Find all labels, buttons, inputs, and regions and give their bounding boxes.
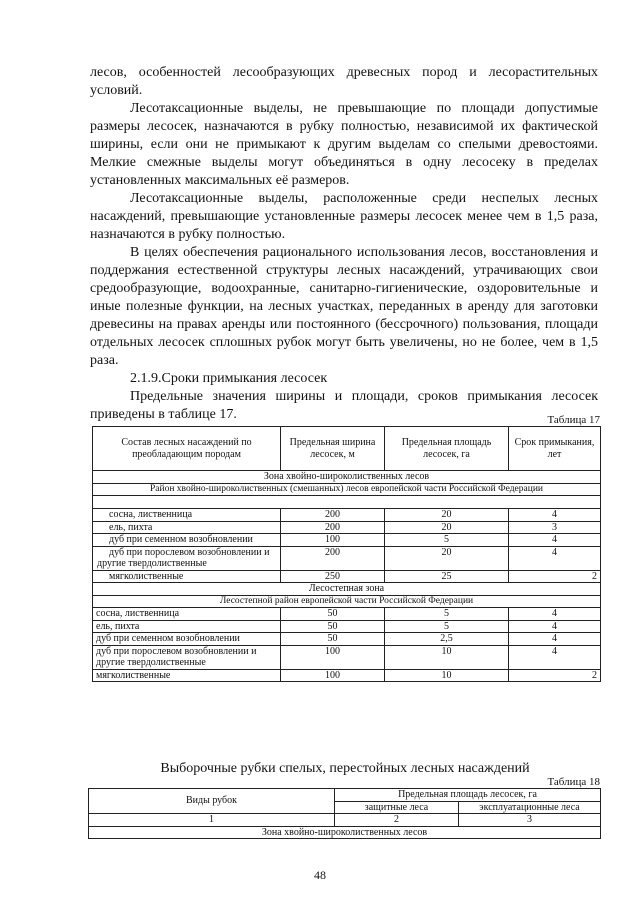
section-heading: 2.1.9.Сроки примыкания лесосек	[130, 371, 328, 386]
table-17-caption: Таблица 17	[547, 414, 600, 426]
table-row	[93, 496, 601, 509]
row-name: дуб при порослевом возобновлении и другие твердолиственные	[93, 546, 281, 570]
row-width: 100	[281, 669, 385, 682]
header-width: Предельная ширина лесосек, м	[281, 427, 385, 471]
row-name: дуб при семенном возобновлении	[93, 633, 281, 646]
row-name: ель, пихта	[93, 620, 281, 633]
paragraph-1: лесов, особенностей лесообразующих древесных пород и лесорастительных условий.	[90, 65, 598, 98]
row-width: 250	[281, 570, 385, 583]
row-term: 3	[509, 521, 601, 534]
row-term: 2	[509, 669, 601, 682]
zone-row: Зона хвойно-широколиственных лесов	[93, 471, 601, 484]
body-text	[90, 64, 598, 424]
row-area: 20	[385, 546, 509, 570]
table-row	[93, 669, 601, 682]
table-row	[93, 645, 601, 669]
table-17	[92, 426, 601, 682]
col-number-3: 3	[459, 814, 601, 827]
row-term: 4	[509, 633, 601, 646]
zone-row: Лесостепная зона	[93, 583, 601, 596]
row-name: дуб при семенном возобновлении	[93, 534, 281, 547]
row-width: 200	[281, 521, 385, 534]
row-name: мягколиственные	[93, 669, 281, 682]
row-name: мягколиственные	[93, 570, 281, 583]
table-row	[93, 546, 601, 570]
col-number-1: 1	[89, 814, 335, 827]
table-row	[93, 570, 601, 583]
paragraph-2: Лесотаксационные выделы, не превышающие по площади допустимые размеры лесосек, назначаются в рубку полностью, независимой их фактической ширины, если они не примыкают к другим выделам со спелыми древостоями. Мелкие смежные выделы могут объединяться в одну лесосеку в пределах установленных максимальных её размеров.	[90, 101, 598, 188]
row-area: 5	[385, 608, 509, 621]
page-number: 48	[314, 868, 326, 882]
table-17-block	[92, 414, 600, 682]
table-18	[88, 788, 601, 839]
table-18-title: Выборочные рубки спелых, перестойных лесных насаждений	[160, 761, 530, 776]
row-term: 4	[509, 509, 601, 522]
row-name: сосна, лиственница	[93, 608, 281, 621]
row-term: 2	[509, 570, 601, 583]
row-width: 50	[281, 620, 385, 633]
row-name: сосна, лиственница	[93, 509, 281, 522]
row-area: 20	[385, 509, 509, 522]
paragraph-5: Предельные значения ширины и площади, сроков примыкания лесосек приведены в таблице 17.	[90, 389, 598, 422]
table-18-block	[88, 776, 600, 839]
table-row	[93, 534, 601, 547]
header-cut-types: Виды рубок	[89, 789, 335, 814]
col-number-2: 2	[335, 814, 459, 827]
table-18-caption: Таблица 18	[547, 776, 600, 788]
table-header-row	[93, 427, 601, 471]
row-area: 5	[385, 620, 509, 633]
row-width: 200	[281, 509, 385, 522]
table-row	[93, 633, 601, 646]
row-area: 25	[385, 570, 509, 583]
zone-row: Зона хвойно-широколиственных лесов	[89, 826, 601, 839]
header-composition: Состав лесных насаждений по преобладающим породам	[93, 427, 281, 471]
region-row: Лесостепной район европейской части Российской Федерации	[93, 595, 601, 608]
table-row	[93, 620, 601, 633]
row-name: дуб при порослевом возобновлении и другие твердолиственные	[93, 645, 281, 669]
paragraph-4: В целях обеспечения рационального использования лесов, восстановления и поддержания естественной структуры лесных насаждений, утрачивающих свои средообразующие, водоохранные, санитарно-гигиенические, оздоровительные и иные полезные функции, на лесных участках, переданных в аренду для заготовки древесины на правах аренды или постоянного (бессрочного) пользования, площади отдельных лесосек сплошных рубок могут быть увеличены, но не более, чем в 1,5 раза.	[90, 245, 598, 368]
row-width: 200	[281, 546, 385, 570]
row-area: 2,5	[385, 633, 509, 646]
header-term: Срок примыкания, лет	[509, 427, 601, 471]
table-row	[93, 509, 601, 522]
region-row: Район хвойно-широколиственных (смешанных) лесов европейской части Российской Федерации	[93, 483, 601, 496]
header-max-area: Предельная площадь лесосек, га	[335, 789, 601, 802]
row-term: 4	[509, 534, 601, 547]
header-protective: защитные леса	[335, 801, 459, 814]
row-term: 4	[509, 546, 601, 570]
header-exploitation: эксплуатационные леса	[459, 801, 601, 814]
row-term: 4	[509, 645, 601, 669]
header-area: Предельная площадь лесосек, га	[385, 427, 509, 471]
table-row	[93, 608, 601, 621]
row-area: 20	[385, 521, 509, 534]
row-area: 5	[385, 534, 509, 547]
row-term: 4	[509, 608, 601, 621]
row-width: 100	[281, 645, 385, 669]
row-width: 100	[281, 534, 385, 547]
table-row	[93, 521, 601, 534]
row-area: 10	[385, 669, 509, 682]
row-term: 4	[509, 620, 601, 633]
row-name: ель, пихта	[93, 521, 281, 534]
row-width: 50	[281, 633, 385, 646]
paragraph-3: Лесотаксационные выделы, расположенные среди неспелых лесных насаждений, превышающие установленные размеры лесосек менее чем в 1,5 раза, назначаются в рубку полностью.	[90, 191, 598, 242]
row-width: 50	[281, 608, 385, 621]
row-area: 10	[385, 645, 509, 669]
